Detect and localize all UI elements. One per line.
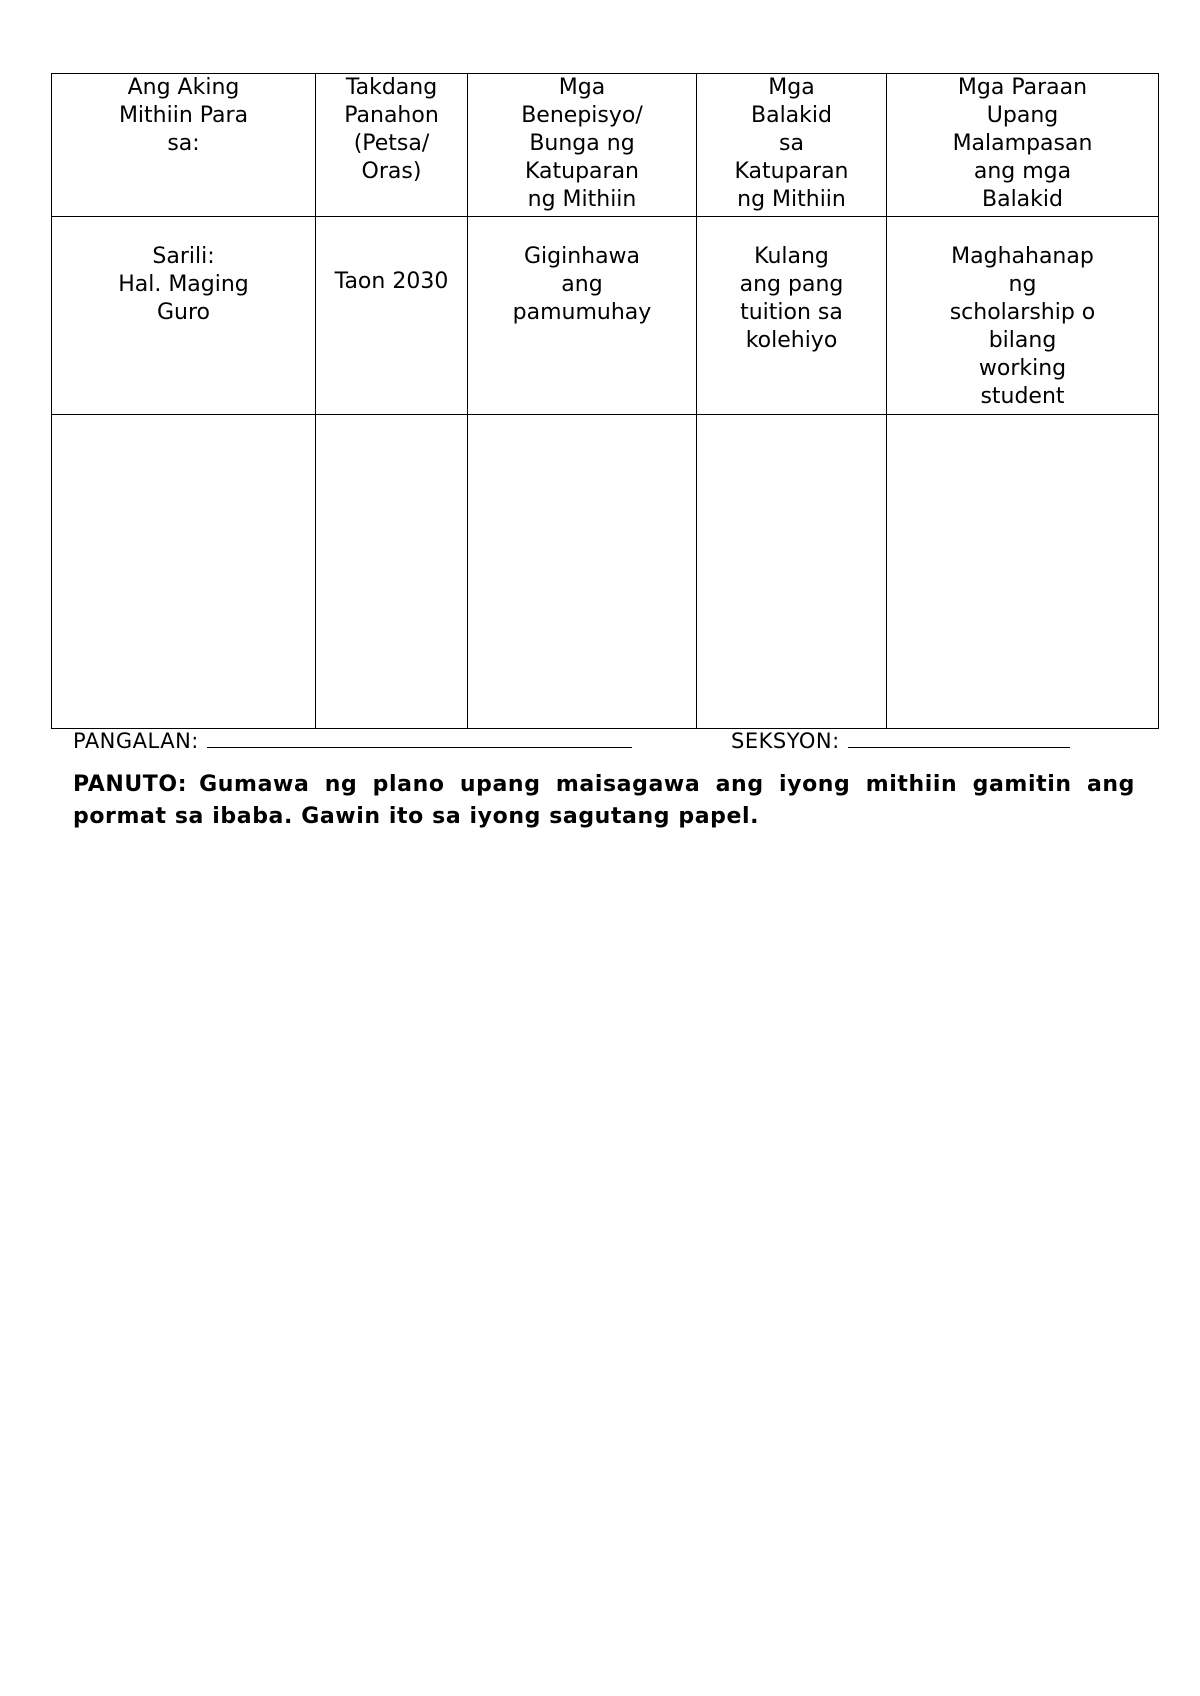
section-field [731,727,1070,755]
goal-plan-table [51,73,1159,729]
header-solutions: Mga Paraan Upang Malampasan ang mga Balakid [887,74,1159,217]
blank-cell-benefits[interactable] [468,415,697,729]
cell-solutions: Maghahanap ng scholarship o bilang working student [887,217,1159,415]
blank-cell-solutions[interactable] [887,415,1159,729]
table-header-row [52,74,1159,217]
instructions-text: Gumawa ng plano upang maisagawa ang iyong mithiin gamitin ang pormat sa ibaba. Gawin ito sa iyong sagutang papel. [73,772,1135,829]
section-blank-line[interactable] [848,727,1070,748]
blank-cell-goal[interactable] [52,415,316,729]
table-row-example [52,217,1159,415]
cell-benefits: Giginhawa ang pamumuhay [468,217,697,415]
header-timeframe: Takdang Panahon (Petsa/ Oras) [316,74,468,217]
name-blank-line[interactable] [207,727,632,748]
header-benefits: Mga Benepisyo/ Bunga ng Katuparan ng Mithiin [468,74,697,217]
instructions-lead: PANUTO: [73,772,188,797]
cell-obstacles: Kulang ang pang tuition sa kolehiyo [697,217,887,415]
header-obstacles: Mga Balakid sa Katuparan ng Mithiin [697,74,887,217]
blank-cell-obstacles[interactable] [697,415,887,729]
section-label: SEKSYON: [731,729,840,753]
name-label: PANGALAN: [73,729,199,753]
instructions [73,769,1135,833]
name-field [73,727,632,755]
cell-timeframe: Taon 2030 [316,217,468,415]
blank-cell-timeframe[interactable] [316,415,468,729]
cell-goal: Sarili: Hal. Maging Guro [52,217,316,415]
table-row-blank [52,415,1159,729]
header-goal: Ang Aking Mithiin Para sa: [52,74,316,217]
